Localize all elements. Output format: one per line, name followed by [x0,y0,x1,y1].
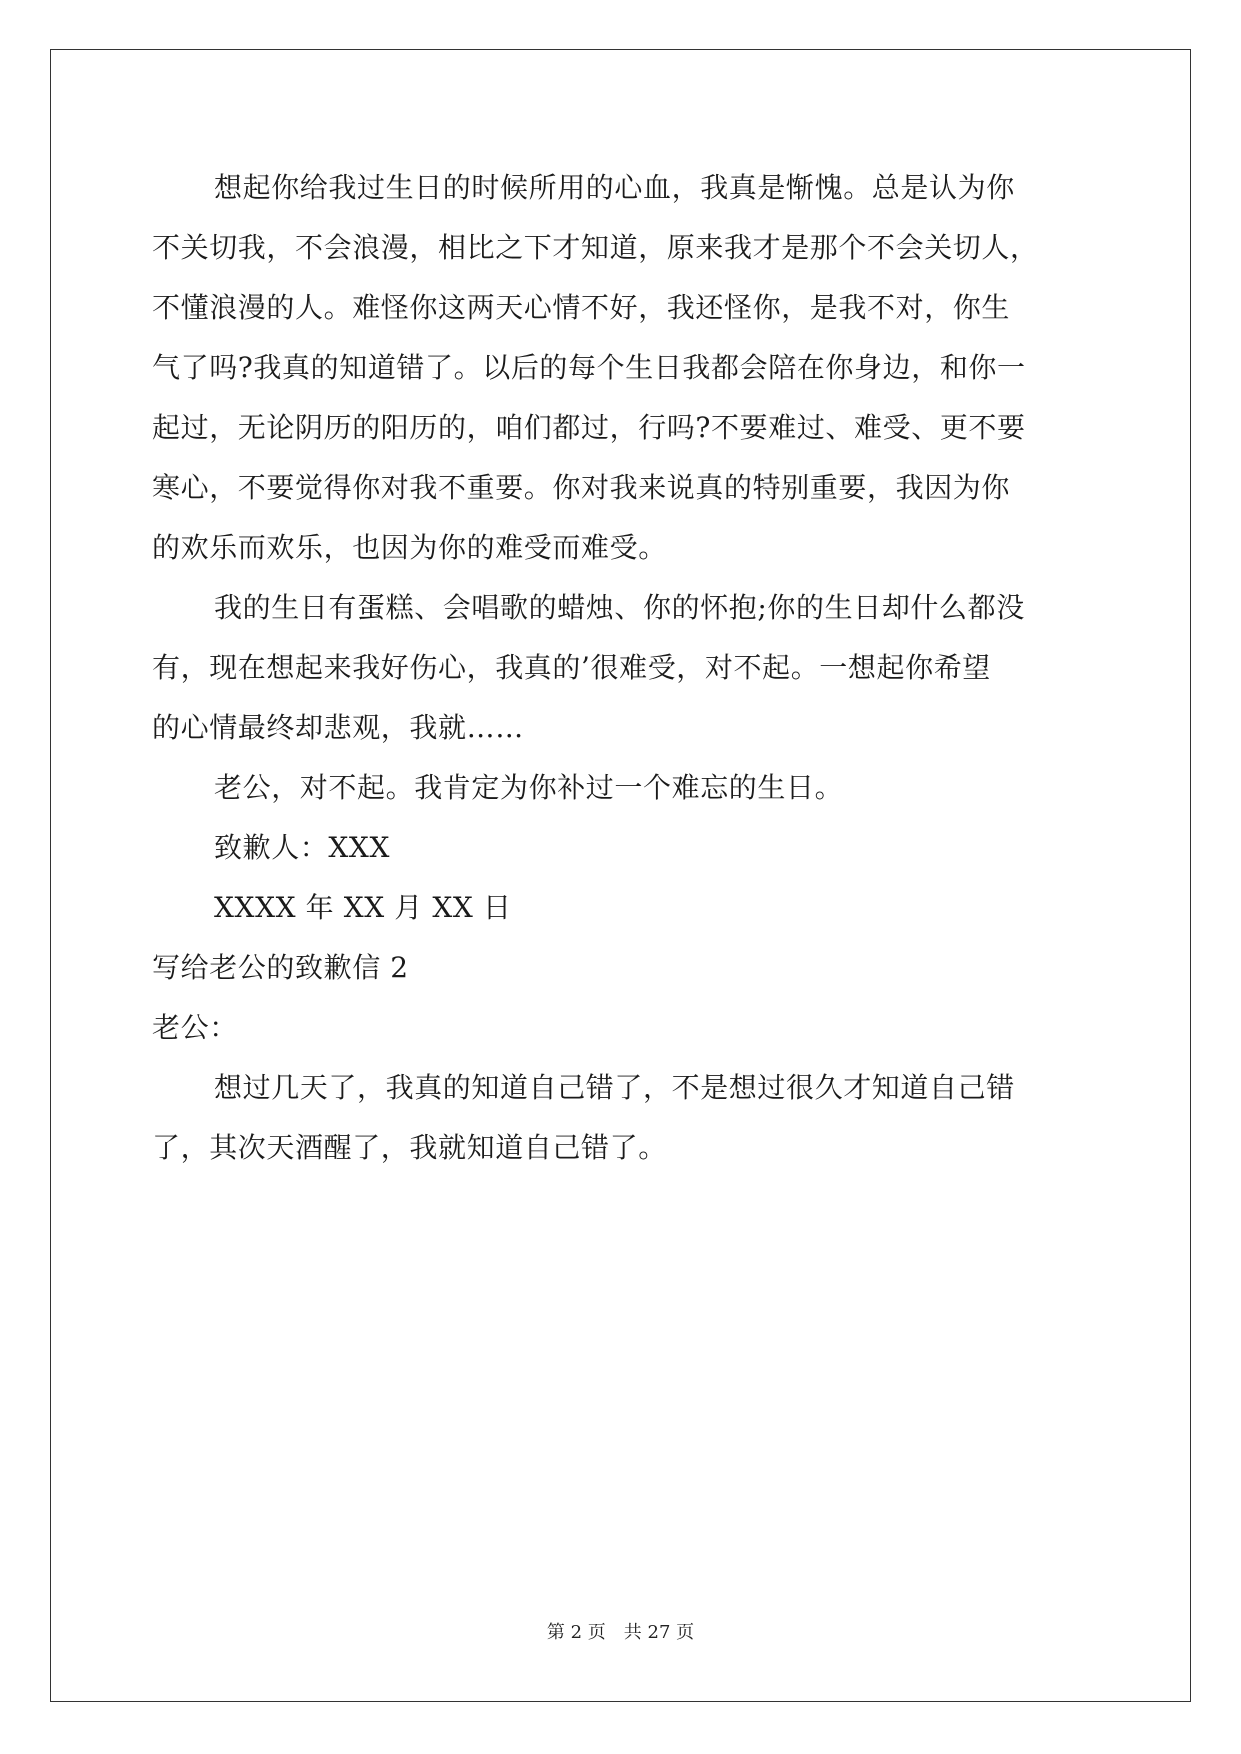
date-line: XXXX 年 XX 月 XX 日 [214,891,512,924]
paragraph-line: 不懂浪漫的人。难怪你这两天心情不好，我还怪你，是我不对，你生 [152,291,1011,324]
signature-line: 致歉人：XXX [214,831,391,864]
section-title: 写给老公的致歉信 2 [152,951,409,984]
page-total: 共 27 页 [623,1622,695,1643]
paragraph-line: 了，其次天酒醒了，我就知道自己错了。 [152,1131,667,1164]
paragraph-line: 我的生日有蛋糕、会唱歌的蜡烛、你的怀抱;你的生日却什么都没 [214,591,1025,624]
paragraph-line: 的心情最终却悲观，我就…… [152,711,524,744]
paragraph-line: 气了吗?我真的知道错了。以后的每个生日我都会陪在你身边，和你一 [152,351,1026,384]
paragraph-line: 寒心，不要觉得你对我不重要。你对我来说真的特别重要，我因为你 [152,471,1011,504]
salutation: 老公： [152,1011,238,1044]
page-number: 第 2 页 [546,1622,606,1643]
paragraph-line: 想起你给我过生日的时候所用的心血，我真是惭愧。总是认为你 [214,171,1015,204]
page-footer [0,1618,1241,1644]
paragraph-line: 起过，无论阴历的阳历的，咱们都过，行吗?不要难过、难受、更不要 [152,411,1026,444]
paragraph-line: 想过几天了，我真的知道自己错了，不是想过很久才知道自己错 [214,1071,1015,1104]
paragraph-line: 老公，对不起。我肯定为你补过一个难忘的生日。 [214,771,844,804]
paragraph-line: 有，现在想起来我好伤心，我真的’很难受，对不起。一想起你希望 [152,651,991,684]
paragraph-line: 的欢乐而欢乐，也因为你的难受而难受。 [152,531,667,564]
paragraph-line: 不关切我，不会浪漫，相比之下才知道，原来我才是那个不会关切人， [152,231,1039,264]
